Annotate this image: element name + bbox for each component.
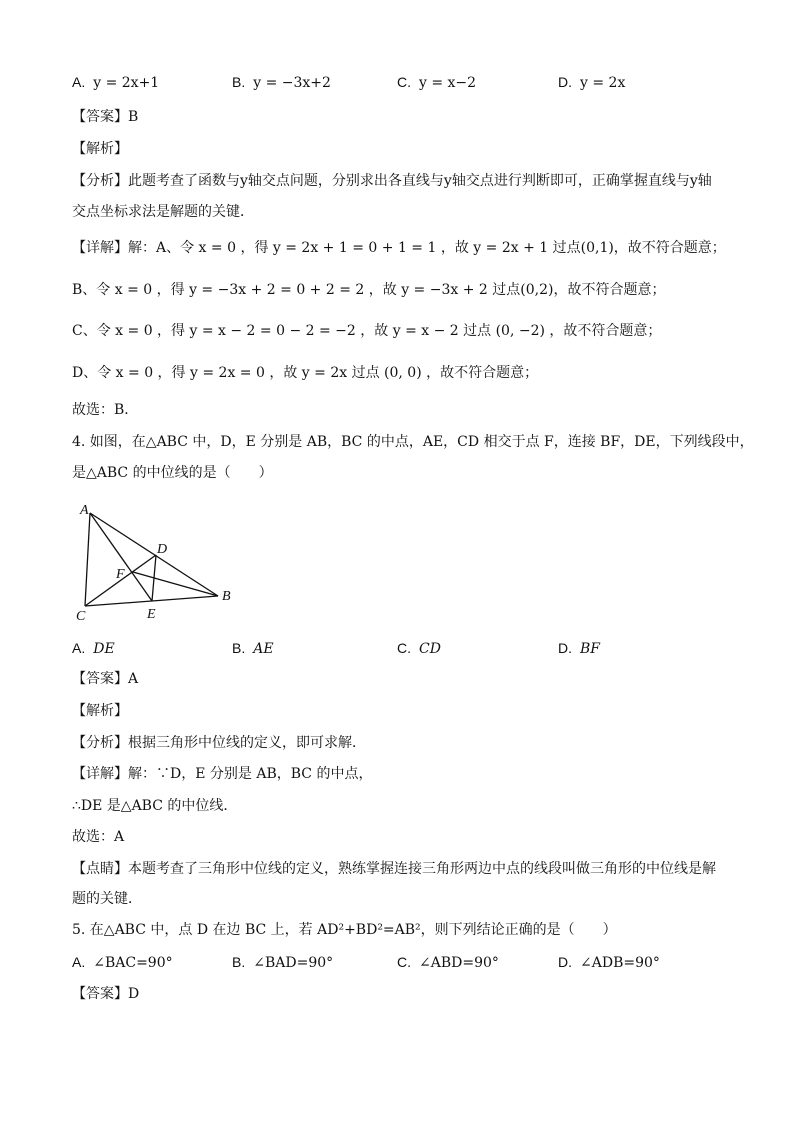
option-key: A. xyxy=(72,640,86,656)
option-expr: AE xyxy=(253,641,274,657)
q4-answer: 【答案】A xyxy=(72,671,139,687)
option-expr: DE xyxy=(93,641,115,657)
option-key: C. xyxy=(397,640,411,656)
option-key: D. xyxy=(558,640,572,656)
q4-analysis: 【分析】根据三角形中位线的定义，即可求解． xyxy=(72,735,366,751)
option-expr: y = −3x+2 xyxy=(253,75,331,91)
option-expr: ∠ABD=90° xyxy=(419,955,499,971)
q3-choice: 故选：B． xyxy=(72,402,139,418)
q3-option-d xyxy=(558,72,625,93)
q3-option-b xyxy=(232,72,331,93)
option-expr: y = x−2 xyxy=(419,75,477,91)
option-key: B. xyxy=(232,640,246,656)
option-key: B. xyxy=(232,954,246,970)
option-expr: ∠BAC=90° xyxy=(93,955,173,971)
triangle-figure xyxy=(76,500,246,625)
option-key: A. xyxy=(72,74,86,90)
label-c: C xyxy=(76,609,86,624)
option-key: B. xyxy=(232,74,246,90)
q3-option-c xyxy=(397,72,476,93)
option-expr: ∠ADB=90° xyxy=(580,955,660,971)
option-key: D. xyxy=(558,954,572,970)
q4-comment-line-2: 题的关键． xyxy=(72,891,142,907)
q4-detail-line-2: ∴DE 是△ABC 的中位线． xyxy=(72,798,238,814)
q3-detail-b: B、令 x = 0 ，得 y = −3x + 2 = 0 + 2 = 2 ，故 y = −3x + 2 过点(0,2)，故不符合题意； xyxy=(72,282,666,298)
q3-detail-a: 【详解】解：A、令 x = 0 ，得 y = 2x + 1 = 0 + 1 = 1 ，故 y = 2x + 1 过点(0,1)，故不符合题意； xyxy=(72,240,726,256)
segment-ac xyxy=(85,513,90,606)
q5-option-d xyxy=(558,952,660,973)
segment-ae xyxy=(90,513,152,601)
label-d: D xyxy=(157,542,168,557)
q4-analysis-header: 【解析】 xyxy=(72,703,128,719)
q4-detail-line-1: 【详解】解：∵D，E 分别是 AB，BC 的中点， xyxy=(72,766,373,782)
q4-choice: 故选：A xyxy=(72,829,125,845)
label-e: E xyxy=(147,607,156,622)
q3-option-a xyxy=(72,72,159,93)
q5-stem: 5. 在△ABC 中，点 D 在边 BC 上，若 AD²+BD²=AB²，则下列结论正确的是（ ） xyxy=(72,922,617,938)
q4-option-a xyxy=(72,638,115,659)
q4-option-d xyxy=(558,638,600,659)
q4-option-c xyxy=(397,638,441,659)
option-expr: y = 2x xyxy=(580,75,626,91)
label-a: A xyxy=(80,503,89,518)
q5-option-b xyxy=(232,952,333,973)
q4-stem-line-2: 是△ABC 的中位线的是（ ） xyxy=(72,465,273,481)
option-key: C. xyxy=(397,74,411,90)
q3-analysis-line-1: 【分析】此题考查了函数与y轴交点问题，分别求出各直线与y轴交点进行判断即可，正确掌握直线与y轴 xyxy=(72,173,712,189)
q4-comment-line-1: 【点睛】本题考查了三角形中位线的定义，熟练掌握连接三角形两边中点的线段叫做三角形的中位线是解 xyxy=(72,861,716,877)
option-key: A. xyxy=(72,954,86,970)
q3-answer: 【答案】B xyxy=(72,109,139,125)
q3-analysis-header: 【解析】 xyxy=(72,141,128,157)
q5-option-c xyxy=(397,952,499,973)
q3-detail-d: D、令 x = 0 ，得 y = 2x = 0 ，故 y = 2x 过点 (0, 0) ，故不符合题意； xyxy=(72,365,539,381)
label-b: B xyxy=(222,589,231,604)
q3-analysis-line-2: 交点坐标求法是解题的关键． xyxy=(72,204,254,220)
q4-stem-line-1: 4. 如图，在△ABC 中，D，E 分别是 AB，BC 的中点，AE，CD 相交于点 F，连接 BF，DE，下列线段中， xyxy=(72,434,754,450)
option-key: C. xyxy=(397,954,411,970)
option-expr: CD xyxy=(419,641,441,657)
q4-option-b xyxy=(232,638,274,659)
option-expr: BF xyxy=(580,641,601,657)
label-f: F xyxy=(116,567,125,582)
option-expr: y = 2x+1 xyxy=(93,75,160,91)
option-key: D. xyxy=(558,74,572,90)
q5-answer: 【答案】D xyxy=(72,986,140,1002)
option-expr: ∠BAD=90° xyxy=(253,955,334,971)
q5-option-a xyxy=(72,952,173,973)
q3-detail-c: C、令 x = 0 ，得 y = x − 2 = 0 − 2 = −2 ，故 y = x − 2 过点 (0, −2) ，故不符合题意； xyxy=(72,323,662,339)
